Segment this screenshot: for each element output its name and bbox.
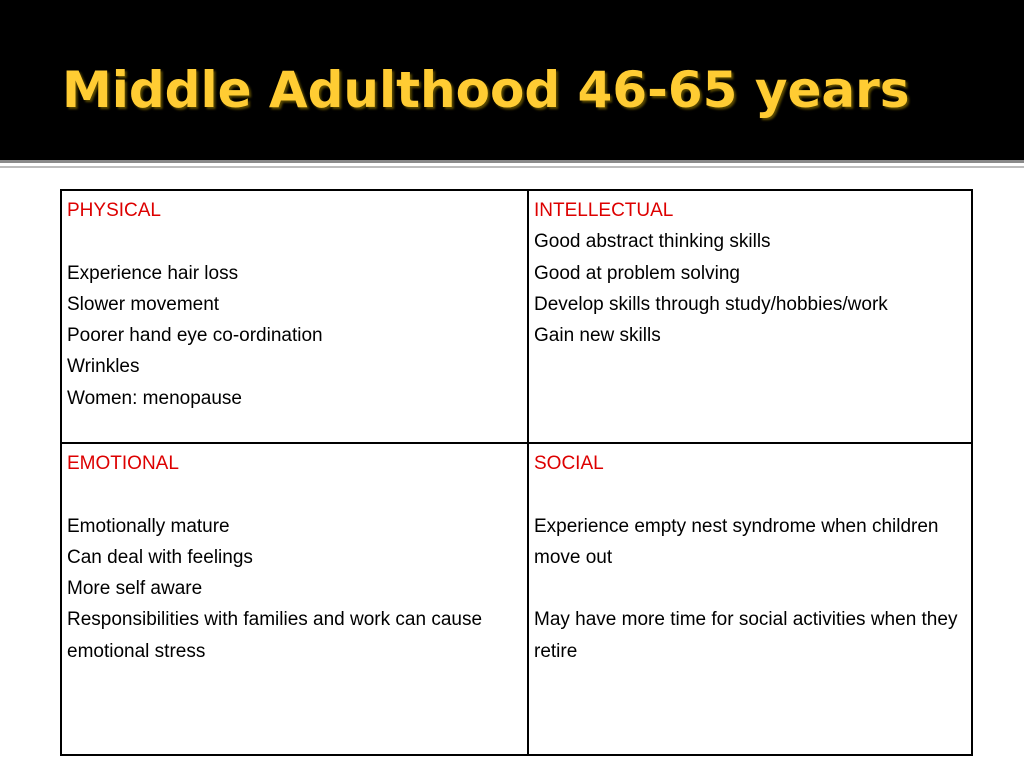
title-divider-light (0, 166, 1024, 168)
physical-item: Wrinkles (67, 356, 140, 378)
physical-item: Women: menopause (67, 387, 242, 409)
physical-item: Slower movement (67, 293, 220, 315)
physical-item: Poorer hand eye co-ordination (67, 325, 323, 347)
spacer (534, 573, 966, 604)
emotional-item: Emotionally mature (67, 515, 230, 537)
slide-title: Middle Adulthood 46-65 years (62, 61, 910, 119)
physical-cell (61, 190, 528, 443)
intellectual-item: Good at problem solving (534, 262, 740, 284)
emotional-heading: EMOTIONAL (67, 453, 179, 474)
intellectual-heading: INTELLECTUAL (534, 200, 674, 221)
intellectual-cell (528, 190, 972, 443)
intellectual-item: Good abstract thinking skills (534, 231, 771, 253)
social-heading: SOCIAL (534, 453, 604, 474)
spacer (67, 226, 522, 257)
table-row (61, 190, 972, 443)
intellectual-item: Develop skills through study/hobbies/work (534, 293, 888, 315)
social-cell (528, 443, 972, 755)
intellectual-item: Gain new skills (534, 325, 661, 347)
physical-item: Experience hair loss (67, 262, 239, 284)
title-divider-dark (0, 160, 1024, 163)
social-item: Experience empty nest syndrome when children move out (534, 515, 939, 568)
emotional-item: More self aware (67, 578, 203, 600)
physical-heading: PHYSICAL (67, 200, 161, 221)
spacer (67, 479, 522, 510)
development-table (60, 189, 973, 756)
spacer (534, 479, 966, 510)
title-bar (0, 0, 1024, 160)
table-row (61, 443, 972, 755)
emotional-item: Can deal with feelings (67, 546, 253, 568)
emotional-item: Responsibilities with families and work can cause emotional stress (67, 609, 483, 662)
emotional-cell (61, 443, 528, 755)
social-item: May have more time for social activities when they retire (534, 609, 958, 662)
